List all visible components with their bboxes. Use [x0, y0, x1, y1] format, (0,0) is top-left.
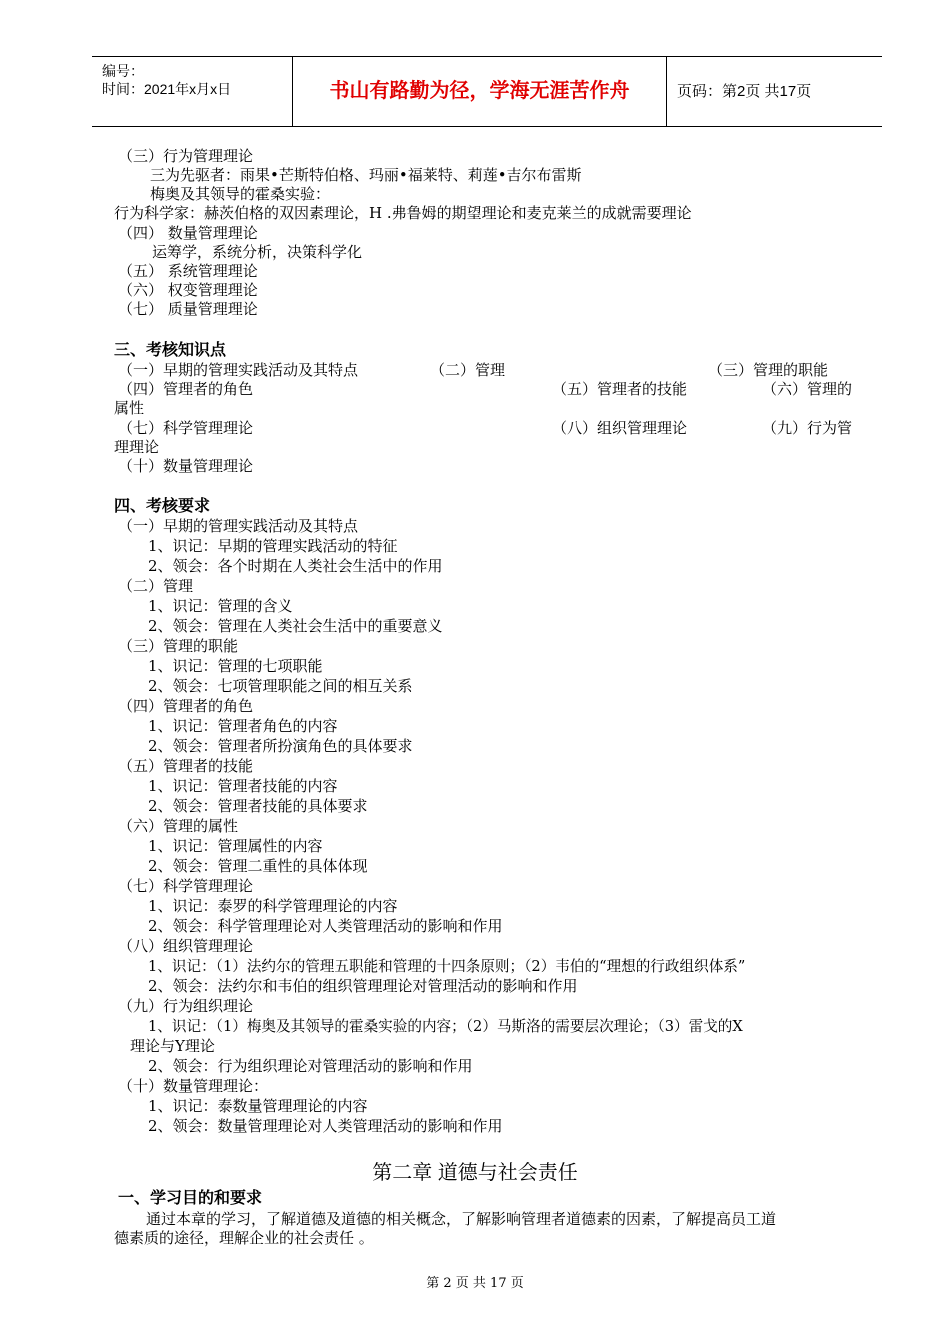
requirement-line: 2、领会：管理者技能的具体要求: [148, 797, 368, 815]
knowledge-point-10: （十）数量管理理论: [118, 457, 254, 475]
requirement-line: 1、识记：泰罗的科学管理理论的内容: [148, 897, 398, 915]
scientists-line: 行为科学家：赫茨伯格的双因素理论，H .弗鲁姆的期望理论和麦克莱兰的成就需要理论: [114, 204, 692, 222]
requirement-line: 1、识记：管理属性的内容: [148, 837, 323, 855]
requirement-line: 1、识记：管理者技能的内容: [148, 777, 338, 795]
header-page-info: 页码：第2页 共17页: [677, 83, 812, 100]
requirement-line: （四）管理者的角色: [118, 697, 254, 715]
quant-theory-title: （四） 数量管理理论: [118, 224, 258, 242]
chapter-paragraph-line: 通过本章的学习，了解道德及道德的相关概念，了解影响管理者道德素的因素，了解提高员工道: [146, 1210, 777, 1228]
pioneers-line: 三为先驱者：雨果•芒斯特伯格、玛丽•福莱特、莉莲•吉尔布雷斯: [150, 166, 582, 184]
header-meta: [92, 57, 293, 126]
document-number-label: 编号：: [102, 63, 144, 79]
chapter-title: 第二章 道德与社会责任: [372, 1162, 578, 1184]
section-3-heading: 三、考核知识点: [114, 342, 227, 359]
quant-theory-desc: 运筹学，系统分析，决策科学化: [152, 243, 363, 261]
knowledge-point-7: （七）科学管理理论: [118, 419, 254, 437]
requirement-line: 2、领会：管理在人类社会生活中的重要意义: [148, 617, 443, 635]
knowledge-point-9: （九）行为管: [762, 419, 853, 437]
requirement-line: 1、识记：管理者角色的内容: [148, 717, 338, 735]
requirement-line: 2、领会：行为组织理论对管理活动的影响和作用: [148, 1057, 473, 1075]
chapter-sub-heading: 一、学习目的和要求: [118, 1190, 263, 1207]
knowledge-point-3: （三）管理的职能: [708, 361, 829, 379]
requirement-line: 2、领会：管理者所扮演角色的具体要求: [148, 737, 413, 755]
requirement-line: 1、识记：（1）梅奥及其领导的霍桑实验的内容；（2）马斯洛的需要层次理论；（3）雷戈的X: [148, 1018, 743, 1035]
requirement-line: 1、识记：管理的含义: [148, 597, 293, 615]
requirement-line: （十）数量管理理论：: [118, 1077, 269, 1095]
hawthorne-line: 梅奥及其领导的霍桑实验：: [150, 185, 331, 203]
system-theory-title: （五） 系统管理理论: [118, 262, 258, 280]
page-header: [92, 56, 882, 127]
requirement-line: （三）管理的职能: [118, 637, 239, 655]
knowledge-point-4: （四）管理者的角色: [118, 380, 254, 398]
knowledge-point-8: （八）组织管理理论: [552, 419, 688, 437]
chapter-paragraph-line: 德素质的途径，理解企业的社会责任 。: [114, 1229, 374, 1247]
knowledge-point-5: （五）管理者的技能: [552, 380, 688, 398]
requirement-line: 1、识记：（1）法约尔的管理五职能和管理的十四条原则；（2）韦伯的“理想的行政组织体系”: [148, 958, 746, 975]
knowledge-point-6: （六）管理的: [762, 380, 853, 398]
header-motto: 书山有路勤为径，学海无涯苦作舟: [293, 57, 667, 126]
requirement-line: 2、领会：管理二重性的具体体现: [148, 857, 368, 875]
knowledge-point-9-cont: 理理论: [114, 438, 160, 456]
requirement-line: （九）行为组织理论: [118, 997, 254, 1015]
requirement-line: 1、识记：管理的七项职能: [148, 657, 323, 675]
behavior-theory-title: （三）行为管理理论: [118, 147, 254, 165]
requirement-line: 1、识记：泰数量管理理论的内容: [148, 1097, 368, 1115]
requirement-line: 2、领会：科学管理理论对人类管理活动的影响和作用: [148, 917, 503, 935]
knowledge-point-6-cont: 属性: [114, 399, 145, 417]
requirement-line: 理论与Y理论: [130, 1037, 215, 1055]
requirement-line: （一）早期的管理实践活动及其特点: [118, 517, 359, 535]
contingency-theory-title: （六） 权变管理理论: [118, 281, 258, 299]
knowledge-point-1: （一）早期的管理实践活动及其特点: [118, 361, 359, 379]
section-4-heading: 四、考核要求: [114, 498, 211, 515]
requirement-line: （七）科学管理理论: [118, 877, 254, 895]
knowledge-point-2: （二）管理: [430, 361, 506, 379]
requirement-line: （五）管理者的技能: [118, 757, 254, 775]
page-footer: 第 2 页 共 17 页: [426, 1276, 524, 1291]
requirement-line: 2、领会：各个时期在人类社会生活中的作用: [148, 557, 443, 575]
requirement-line: （六）管理的属性: [118, 817, 239, 835]
requirement-line: 2、领会：数量管理理论对人类管理活动的影响和作用: [148, 1117, 503, 1135]
requirement-line: 2、领会：七项管理职能之间的相互关系: [148, 677, 413, 695]
document-time: 时间：2021年x月x日: [102, 81, 232, 97]
requirement-line: 2、领会：法约尔和韦伯的组织管理理论对管理活动的影响和作用: [148, 977, 578, 995]
requirement-line: （二）管理: [118, 577, 194, 595]
requirement-line: （八）组织管理理论: [118, 937, 254, 955]
requirement-line: 1、识记：早期的管理实践活动的特征: [148, 537, 398, 555]
quality-theory-title: （七） 质量管理理论: [118, 300, 258, 318]
